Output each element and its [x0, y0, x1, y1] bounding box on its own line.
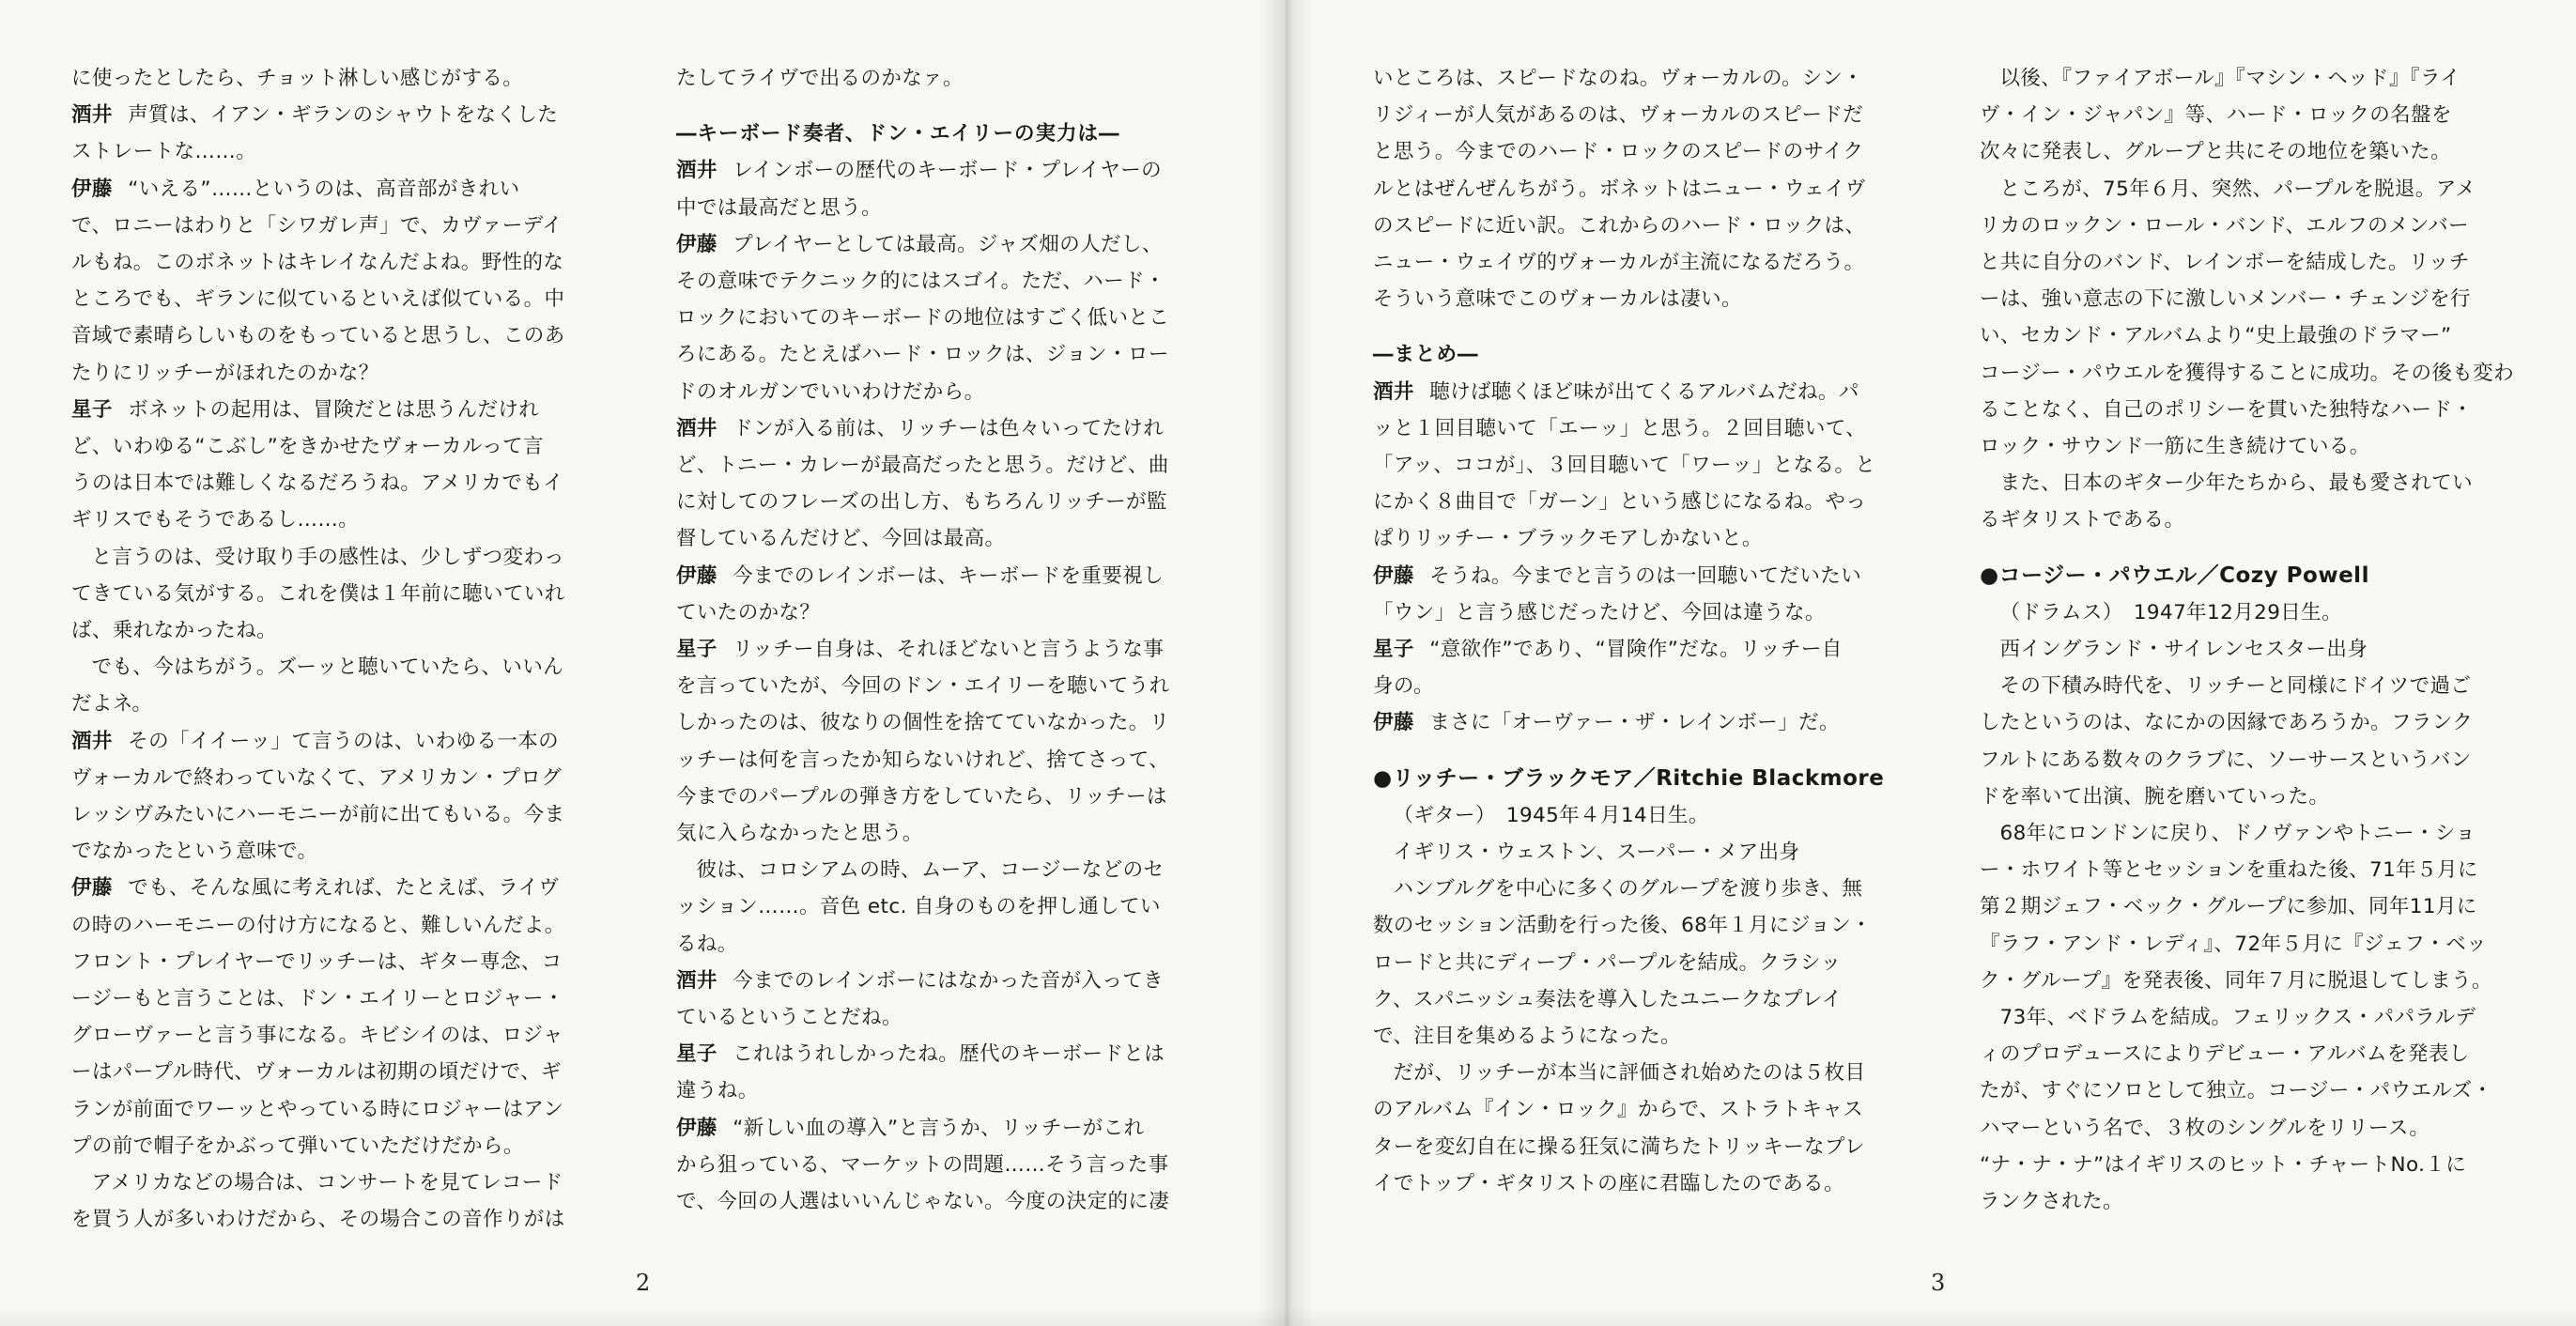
- text-line: フルトにある数々のクラブに、ソーサースというバン: [1980, 748, 2472, 772]
- text-line: ドのオルガンでいいわけだから。: [676, 379, 985, 404]
- speaker-name: 伊藤: [676, 1116, 717, 1140]
- dialogue-line: [71, 171, 611, 208]
- text-line: と思う。今までのハード・ロックのスピードのサイク: [1373, 140, 1864, 164]
- paragraph-start: 68年にロンドンに戻り、ドノヴァンやトニー・ショ: [1999, 822, 2476, 846]
- dialogue-text: 今までのレインボーにはなかった音が入ってき: [733, 968, 1165, 993]
- speaker-name: 星子: [676, 1042, 717, 1067]
- section-heading: ―まとめ―: [1373, 343, 1479, 367]
- dialogue-line: [676, 1110, 1216, 1147]
- text-line: で、注目を集めるようになった。: [1373, 1025, 1682, 1049]
- dialogue-text: レインボーの歴代のキーボード・プレイヤーの: [733, 159, 1163, 183]
- text-line: したというのは、なにかの因縁であろうか。フランク: [1980, 711, 2474, 735]
- speaker-name: 伊藤: [71, 876, 113, 901]
- text-line: と共に自分のバンド、レインボーを結成した。リッチ: [1980, 251, 2470, 275]
- speaker-name: 星子: [1373, 638, 1414, 662]
- dialogue-text: “意欲作”であり、“冒険作”だな。リッチー自: [1429, 638, 1843, 662]
- text-line: リカのロックン・ロール・バンド、エルフのメンバー: [1980, 213, 2470, 238]
- text-line: のアルバム『イン・ロック』からで、ストラトキャス: [1373, 1098, 1864, 1122]
- paragraph-gap: [1373, 317, 1913, 336]
- text-line: で、今回の人選はいいんじゃない。今度の決定的に凄: [676, 1190, 1170, 1214]
- text-line: 「アッ、ココが」、３回目聴いて「ワーッ」となる。と: [1373, 454, 1876, 478]
- text-line: ば、乗れなかったね。: [71, 619, 278, 643]
- text-line: 違うね。: [676, 1079, 759, 1103]
- text-line: ロック・サウンド一筋に生き続けている。: [1980, 435, 2370, 459]
- page-bottom-edge: [0, 1307, 2576, 1326]
- speaker-name: 伊藤: [71, 177, 113, 201]
- bio-heading: ●コージー・パウエル／Cozy Powell: [1980, 563, 2369, 588]
- text-line: コージー・パウエルを獲得することに成功。その後も変わ: [1980, 361, 2514, 385]
- dialogue-line: [71, 870, 611, 906]
- text-line: ィのプロデュースによりデビュー・アルバムを発表し: [1980, 1042, 2470, 1067]
- speaker-name: 酒井: [71, 729, 113, 753]
- dialogue-text: 今までのレインボーは、キーボードを重要視し: [733, 563, 1165, 588]
- paragraph-gap: [1980, 539, 2520, 558]
- text-line: ク、スパニッシュ奏法を導入したユニークなプレイ: [1373, 987, 1843, 1011]
- text-line: ッション……。音色 etc. 自身のものを押し通してい: [676, 895, 1161, 919]
- page-2-column-left: [71, 60, 611, 1239]
- dialogue-line: [71, 392, 611, 428]
- dialogue-line: [676, 1036, 1216, 1072]
- dialogue-text: まさに「オーヴァー・ザ・レインボー」だ。: [1429, 711, 1840, 735]
- dialogue-line: [71, 723, 611, 760]
- text-line: ーはパープル時代、ヴォーカルは初期の頃だけで、ギ: [71, 1060, 562, 1085]
- dialogue-text: “新しい血の導入”と言うか、リッチーがこれ: [733, 1116, 1145, 1140]
- dialogue-text: でも、そんな風に考えれば、たとえば、ライヴ: [128, 876, 560, 901]
- paragraph-start: でも、今はちがう。ズーッと聴いていたら、いいん: [91, 655, 564, 680]
- text-line: “ナ・ナ・ナ”はイギリスのヒット・チャートNo.１に: [1980, 1152, 2467, 1177]
- paragraph-start: 73年、ベドラムを結成。フェリックス・パパラルデ: [1999, 1006, 2476, 1030]
- text-line: るギタリストである。: [1980, 508, 2185, 532]
- text-line: フロント・プレイヤーでリッチーは、ギター専念、コ: [71, 949, 563, 974]
- dialogue-text: これはうれしかったね。歴代のキーボードとは: [733, 1042, 1165, 1067]
- text-line: うのは日本では難しくなるだろうね。アメリカでもイ: [71, 471, 564, 496]
- paragraph-start: と言うのは、受け取り手の感性は、少しずつ変わっ: [91, 545, 564, 569]
- text-line: でなかったという意味で。: [71, 840, 318, 864]
- text-line: の時のハーモニーの付け方になると、難しいんだよ。: [71, 913, 565, 937]
- speaker-name: 星子: [71, 397, 113, 422]
- page-2-column-right: [676, 60, 1216, 1220]
- text-line: ろにある。たとえばハード・ロックは、ジョン・ロー: [676, 343, 1169, 367]
- text-line: ど、トニー・カレーが最高だったと思う。だけど、曲: [676, 454, 1169, 478]
- text-line: てきている気がする。これを僕は１年前に聴いていれ: [71, 581, 565, 606]
- speaker-name: 酒井: [71, 103, 113, 128]
- paragraph-start: その下積み時代を、リッチーと同様にドイツで過ご: [1999, 674, 2472, 699]
- text-line: ヴ・イン・ジャパン』等、ハード・ロックの名盤を: [1980, 103, 2452, 128]
- text-line: いところは、スピードなのね。ヴォーカルの。シン・: [1373, 67, 1864, 90]
- page-gutter: [1258, 0, 1315, 1326]
- dialogue-text: “いえる”……というのは、高音部がきれい: [128, 177, 520, 201]
- text-line: ー・ホワイト等とセッションを重ねた後、71年５月に: [1980, 858, 2478, 883]
- text-line: ランクされた。: [1980, 1190, 2123, 1214]
- dialogue-line: [1373, 631, 1913, 668]
- text-line: 数のセッション活動を行った後、68年１月にジョン・: [1373, 914, 1873, 938]
- dialogue-text: リッチー自身は、それほどないと言うような事: [733, 638, 1165, 662]
- page-3-column-right: [1980, 60, 2520, 1220]
- text-line: レッシヴみたいにハーモニーが前に出てもいる。今ま: [71, 803, 565, 827]
- text-line: い、セカンド・アルバムより“史上最強のドラマー”: [1980, 324, 2452, 348]
- text-line: ど、いわゆる“こぶし”をきかせたヴォーカルって言: [71, 435, 544, 459]
- text-line: を言っていたが、今回のドン・エイリーを聴いてうれ: [676, 674, 1170, 699]
- text-line: ルとはぜんぜんちがう。ボネットはニュー・ウェイヴ: [1373, 177, 1866, 201]
- text-line: しかったのは、彼なりの個性を捨てていなかった。リ: [676, 711, 1170, 735]
- text-line: ッと１回目聴いて「エーッ」と思う。２回目聴いて、: [1373, 416, 1867, 440]
- dialogue-line: [676, 558, 1216, 594]
- paragraph-start: 以後、『ファイアボール』『マシン・ヘッド』『ライ: [1999, 67, 2461, 90]
- text-line: に使ったとしたら、チョット淋しい感じがする。: [71, 67, 524, 90]
- paragraph-start: また、日本のギター少年たちから、最も愛されてい: [1999, 471, 2473, 496]
- paragraph-start: ところが、75年６月、突然、パープルを脱退。アメ: [1999, 177, 2476, 201]
- paragraph-start: アメリカなどの場合は、コンサートを見てレコード: [91, 1171, 563, 1195]
- bio-detail: イギリス・ウェストン、スーパー・メア出身: [1393, 840, 1800, 865]
- speaker-name: 酒井: [676, 416, 717, 440]
- dialogue-line: [676, 410, 1216, 447]
- text-line: グローヴァーと言う事になる。キビシイのは、ロジャ: [71, 1024, 563, 1048]
- speaker-name: 酒井: [676, 159, 717, 183]
- paragraph-gap: [1373, 742, 1913, 761]
- text-line: ージーもと言うことは、ドン・エイリーとロジャー・: [71, 987, 564, 1011]
- text-line: ルもね。このボネットはキレイなんだよね。野性的な: [71, 251, 564, 275]
- text-line: だよネ。: [71, 692, 153, 717]
- dialogue-text: プレイヤーとしては最高。ジャズ畑の人だし、: [733, 232, 1163, 256]
- text-line: イでトップ・ギタリストの座に君臨したのである。: [1373, 1171, 1844, 1195]
- dialogue-line: [1373, 374, 1913, 410]
- text-line: るね。: [676, 932, 738, 956]
- bio-detail: 西イングランド・サイレンセスター出身: [1999, 638, 2368, 662]
- text-line: ドを率いて出演、腕を磨いていった。: [1980, 784, 2330, 809]
- text-line: リジィーが人気があるのは、ヴォーカルのスピードだ: [1373, 103, 1864, 128]
- dialogue-line: [676, 963, 1216, 999]
- text-line: ているということだね。: [676, 1006, 902, 1030]
- bio-detail: （ギター） 1945年４月14日生。: [1393, 803, 1709, 827]
- paragraph-start: だが、リッチーが本当に評価され始めたのは５枚目: [1393, 1061, 1866, 1086]
- dialogue-text: 聴けば聴くほど味が出てくるアルバムだね。パ: [1429, 379, 1859, 404]
- text-line: たしてライヴで出るのかなァ。: [676, 67, 964, 90]
- text-line: その意味でテクニック的にはスゴイ。ただ、ハード・: [676, 270, 1165, 294]
- speaker-name: 伊藤: [1373, 563, 1414, 588]
- text-line: ところでも、ギランに似ているといえば似ている。中: [71, 287, 565, 312]
- text-line: にかく８曲目で「ガーン」という感じになるね。やっ: [1373, 490, 1867, 515]
- text-line: ヴォーカルで終わっていなくて、アメリカン・プログ: [71, 765, 563, 790]
- dialogue-line: [1373, 558, 1913, 594]
- text-line: ク・グループ』を発表後、同年７月に脱退してしまう。: [1980, 968, 2492, 993]
- speaker-name: 伊藤: [676, 232, 717, 256]
- dialogue-text: ドンが入る前は、リッチーは色々いってたけれ: [733, 416, 1165, 440]
- text-line: ぱりリッチー・ブラックモアしかないと。: [1373, 527, 1763, 551]
- dialogue-line: [676, 631, 1216, 668]
- dialogue-line: [676, 152, 1216, 189]
- text-line: 『ラフ・アンド・レディ』、72年５月に『ジェフ・ベッ: [1980, 932, 2488, 956]
- text-line: 今までのパープルの弾き方をしていたら、リッチーは: [676, 784, 1167, 809]
- text-line: そういう意味でこのヴォーカルは凄い。: [1373, 287, 1742, 312]
- text-line: 「ウン」と言う感じだったけど、今回は違うな。: [1373, 600, 1826, 624]
- text-line: から狙っている、マーケットの問題……そう言った事: [676, 1152, 1169, 1177]
- text-line: ストレートな……。: [71, 140, 257, 164]
- speaker-name: 伊藤: [1373, 711, 1414, 735]
- text-line: 次々に発表し、グループと共にその地位を築いた。: [1980, 140, 2451, 164]
- text-line: を買う人が多いわけだから、その場合この音作りがは: [71, 1208, 565, 1232]
- text-line: ターを変幻自在に操る狂気に満ちたトリッキーなプレ: [1373, 1134, 1865, 1159]
- text-line: たりにリッチーがほれたのかな？: [71, 361, 379, 385]
- text-line: ハマーという名で、３枚のシングルをリリース。: [1980, 1116, 2430, 1140]
- speaker-name: 伊藤: [676, 563, 717, 588]
- text-line: 音域で素晴らしいものをもっていると思うし、このあ: [71, 324, 565, 348]
- dialogue-text: その「イイーッ」て言うのは、いわゆる一本の: [128, 729, 560, 753]
- speaker-name: 酒井: [1373, 379, 1414, 404]
- text-line: ることなく、自己のポリシーを貫いた独特なハード・: [1980, 397, 2474, 422]
- text-line: のスピードに近い訳。これからのハード・ロックは、: [1373, 213, 1866, 238]
- text-line: ロックにおいてのキーボードの地位はすごく低いとこ: [676, 306, 1170, 331]
- speaker-name: 酒井: [676, 968, 717, 993]
- paragraph-start: 彼は、コロシアムの時、ムーア、コージーなどのセ: [696, 858, 1165, 883]
- text-line: プの前で帽子をかぶって弾いていただけだから。: [71, 1133, 524, 1158]
- dialogue-line: [1373, 704, 1913, 741]
- text-line: 気に入らなかったと思う。: [676, 822, 923, 846]
- speaker-name: 星子: [676, 638, 717, 662]
- text-line: 督しているんだけど、今回は最高。: [676, 527, 1006, 551]
- paragraph-gap: [676, 97, 1216, 116]
- text-line: 身の。: [1373, 674, 1434, 699]
- dialogue-text: ボネットの起用は、冒険だとは思うんだけれ: [128, 397, 540, 422]
- text-line: ーは、強い意志の下に激しいメンバー・チェンジを行: [1980, 287, 2471, 312]
- text-line: ロードと共にディープ・パープルを結成。クラシッ: [1373, 950, 1842, 975]
- text-line: ギリスでもそうであるし……。: [71, 508, 360, 532]
- bio-detail: （ドラムス） 1947年12月29日生。: [1999, 600, 2342, 624]
- text-line: ランが前面でワーッとやっている時にロジャーはアン: [71, 1097, 564, 1121]
- dialogue-text: 声質は、イアン・ギランのシャウトをなくした: [128, 103, 559, 128]
- page-3-column-left: [1373, 60, 1913, 1202]
- text-line: ッチーは何を言ったか知らないけれど、捨てさって、: [676, 748, 1170, 772]
- dialogue-text: そうね。今までと言うのは一回聴いてだいたい: [1429, 563, 1862, 588]
- text-line: で、ロニーはわりと「シワガレ声」で、カヴァーデイ: [71, 213, 563, 238]
- bio-heading: ●リッチー・ブラックモア／Ritchie Blackmore: [1373, 765, 1885, 791]
- text-line: 第２期ジェフ・ベック・グループに参加、同年11月に: [1980, 895, 2477, 919]
- paragraph-start: ハンブルグを中心に多くのグループを渡り歩き、無: [1393, 877, 1863, 902]
- text-line: ていたのかな？: [676, 600, 821, 624]
- text-line: たが、すぐにソロとして独立。コージー・パウエルズ・: [1980, 1079, 2493, 1103]
- page-number-left: 2: [636, 1270, 651, 1296]
- dialogue-line: [71, 97, 611, 133]
- text-line: ニュー・ウェイヴ的ヴォーカルが主流になるだろう。: [1373, 251, 1865, 275]
- page-number-right: 3: [1931, 1270, 1946, 1296]
- section-heading: ―キーボード奏者、ドン・エイリーの実力は―: [676, 122, 1120, 146]
- text-line: 中では最高だと思う。: [676, 195, 883, 220]
- dialogue-line: [676, 226, 1216, 263]
- text-line: に対してのフレーズの出し方、もちろんリッチーが監: [676, 490, 1167, 515]
